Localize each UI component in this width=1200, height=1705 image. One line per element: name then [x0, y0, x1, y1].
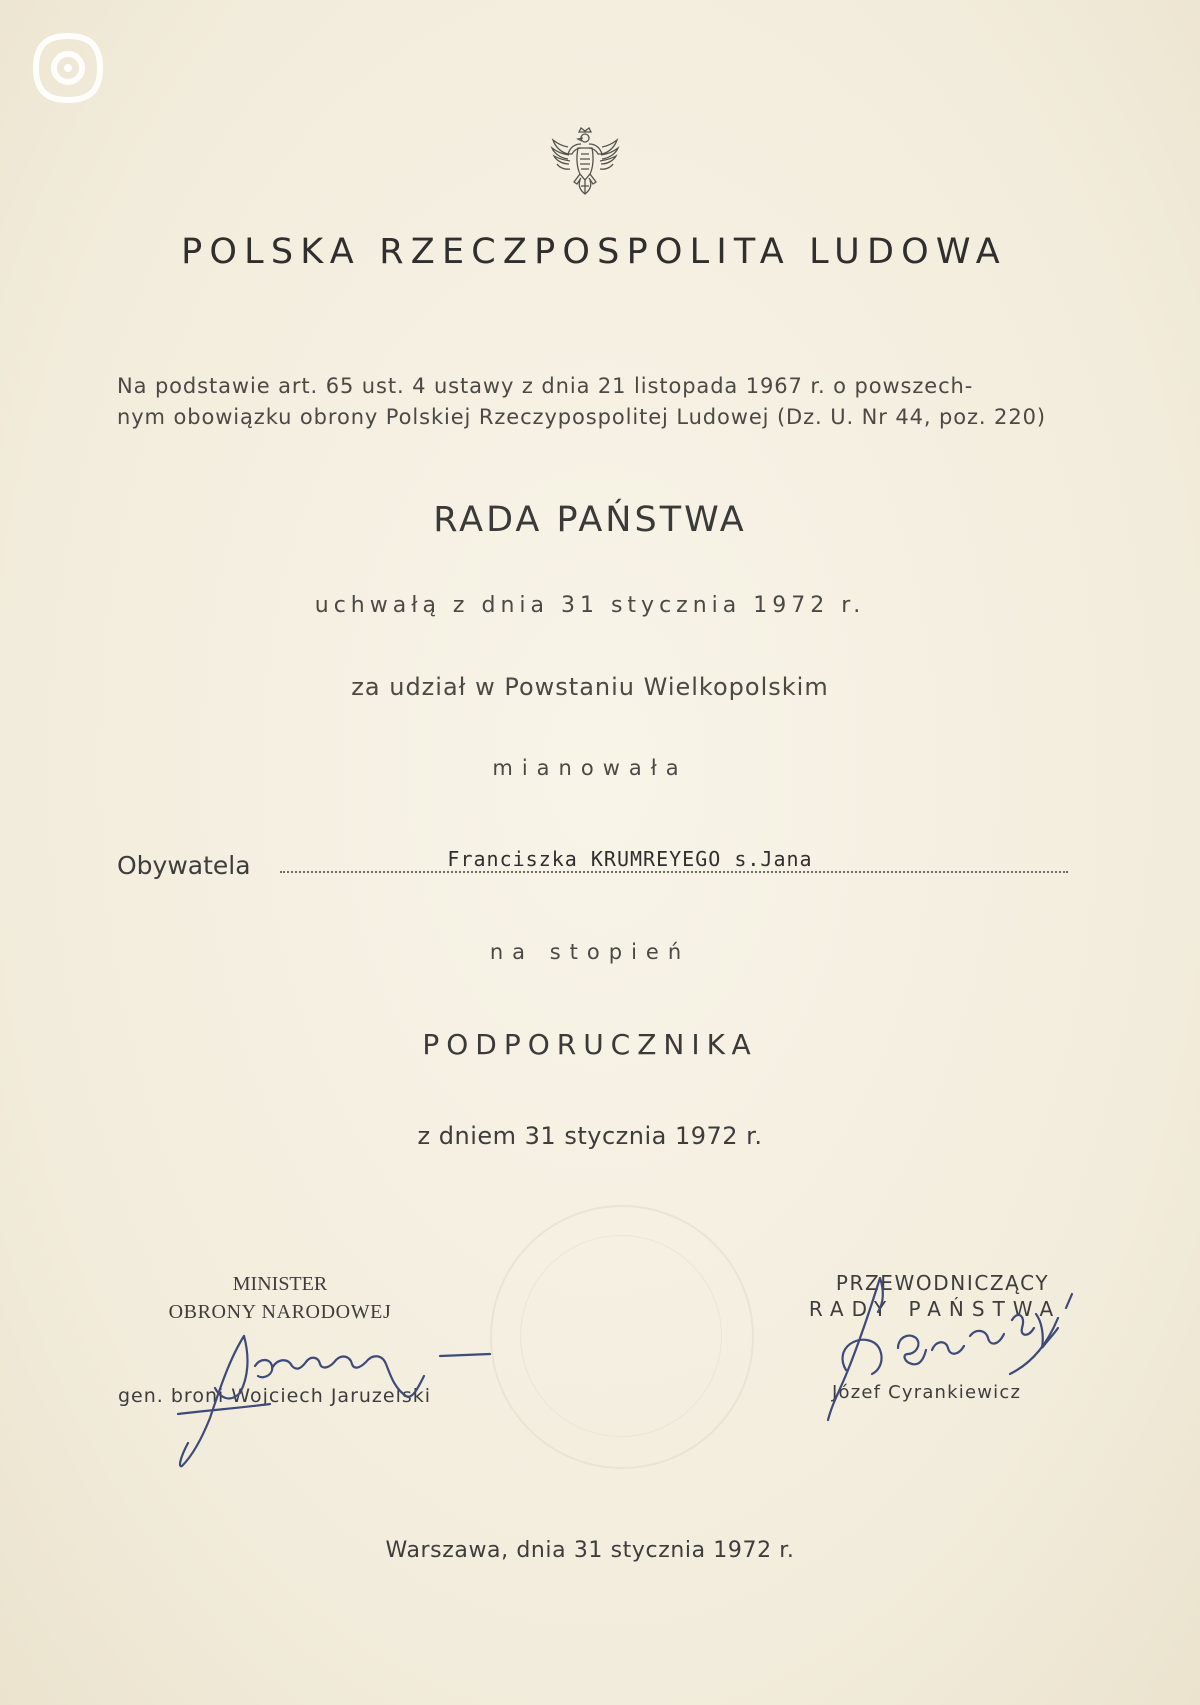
legal-basis-line: nym obowiązku obrony Polskiej Rzeczypospolitej Ludowej (Dz. U. Nr 44, poz. 220)	[117, 405, 1046, 429]
rank-title: PODPORUCZNIKA	[422, 1028, 758, 1061]
chairman-name: Józef Cyrankiewicz	[832, 1382, 1022, 1403]
minister-signature	[160, 1318, 540, 1478]
embossed-seal-inner-ring	[520, 1235, 722, 1437]
citizen-label: Obywatela	[117, 851, 251, 880]
legal-basis-line: Na podstawie art. 65 ust. 4 ustawy z dnia 21 listopada 1967 r. o powszech-	[117, 374, 974, 398]
eagle-emblem-icon	[550, 124, 620, 196]
minister-title-line: MINISTER	[232, 1273, 328, 1295]
place-and-date: Warszawa, dnia 31 stycznia 1972 r.	[385, 1538, 795, 1563]
minister-name: gen. broni Wojciech Jaruzelski	[118, 1385, 432, 1407]
name-dotted-line	[280, 871, 1068, 873]
citizen-name: Franciszka KRUMREYEGO s.Jana	[447, 847, 813, 871]
chairman-title-line: PRZEWODNICZĄCY	[835, 1271, 1050, 1295]
issuing-authority: RADA PAŃSTWA	[433, 500, 747, 540]
legal-basis	[117, 371, 1077, 433]
watermark-logo-icon	[28, 28, 108, 108]
document-title: POLSKA RZECZPOSPOLITA LUDOWA	[181, 232, 1007, 272]
minister-title-line: OBRONY NARODOWEJ	[168, 1301, 392, 1323]
resolution-date: uchwałą z dnia 31 stycznia 1972 r.	[314, 593, 866, 618]
appointment-reason: za udział w Powstaniu Wielkopolskim	[351, 673, 829, 701]
effective-date: z dniem 31 stycznia 1972 r.	[417, 1122, 763, 1150]
rank-label: na stopień	[489, 940, 691, 964]
appointed-verb: mianowała	[492, 756, 688, 780]
chairman-signature	[780, 1270, 1100, 1430]
chairman-title-line: RADY PAŃSTWA	[808, 1297, 1062, 1321]
